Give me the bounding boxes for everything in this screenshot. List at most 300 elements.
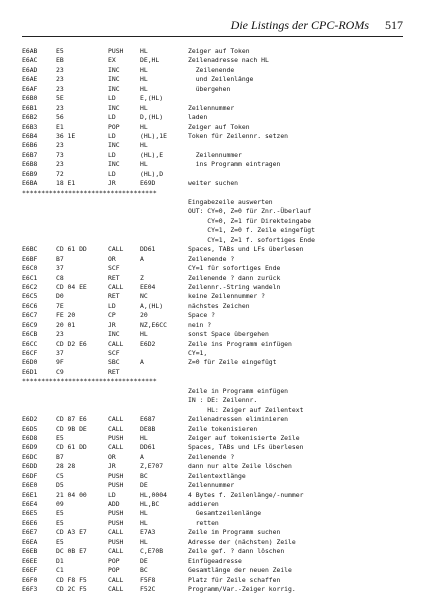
- operand: DE: [140, 481, 148, 490]
- listing-row: [22, 538, 405, 547]
- separator-text: ***********************************: [22, 188, 157, 197]
- address: E6C7: [22, 311, 38, 320]
- listing-row: [22, 132, 405, 141]
- opcode-bytes: CD D2 E6: [56, 339, 87, 348]
- operand: 20: [140, 311, 148, 320]
- listing-row: [22, 443, 405, 452]
- address: E6BC: [22, 245, 38, 254]
- listing-row: [22, 113, 405, 122]
- listing-row: [22, 415, 405, 424]
- mnemonic: INC: [108, 75, 120, 84]
- comment: retten: [188, 518, 219, 527]
- listing-row: [22, 264, 405, 273]
- listing-row: [22, 491, 405, 500]
- listing-row: [22, 358, 405, 367]
- address: E6AD: [22, 65, 38, 74]
- address: E6D1: [22, 367, 38, 376]
- opcode-bytes: 23: [56, 84, 64, 93]
- comment: Zeilennr.-String wandeln: [188, 282, 281, 291]
- listing-row: [22, 274, 405, 283]
- address: E6E0: [22, 481, 38, 490]
- address: E6C5: [22, 292, 38, 301]
- comment: keine Zeilennummer ?: [188, 292, 265, 301]
- operand: C,E70B: [140, 547, 164, 556]
- operand: HL: [140, 330, 148, 339]
- opcode-bytes: C8: [56, 273, 64, 282]
- opcode-bytes: CD 87 E6: [56, 415, 87, 424]
- address: E6D9: [22, 443, 38, 452]
- address: E6B7: [22, 150, 38, 159]
- operand: NC: [140, 292, 148, 301]
- comment: Eingabezeile auswerten: [188, 198, 273, 206]
- listing-row: [22, 434, 405, 443]
- opcode-bytes: 73: [56, 150, 64, 159]
- listing-row: [22, 585, 405, 594]
- operand: F52C: [140, 584, 156, 593]
- mnemonic: POP: [108, 122, 120, 131]
- address: E6DC: [22, 452, 38, 461]
- address: E6E5: [22, 509, 38, 518]
- opcode-bytes: CD 2C F5: [56, 584, 87, 593]
- comment: Zeile im Programm suchen: [188, 528, 281, 537]
- mnemonic: CALL: [108, 424, 124, 433]
- listing-row: [22, 425, 405, 434]
- listing-row: [22, 349, 405, 358]
- listing-row: [22, 481, 405, 490]
- operand: E6D2: [140, 339, 156, 348]
- comment: Zeile tokenisieren: [188, 424, 258, 433]
- operand: (HL),1E: [140, 131, 167, 140]
- assembly-listing: [22, 47, 405, 594]
- opcode-bytes: E5: [56, 47, 64, 55]
- listing-row: [22, 528, 405, 537]
- comment: nein ?: [188, 320, 212, 329]
- listing-row: [22, 566, 405, 575]
- opcode-bytes: 23: [56, 65, 64, 74]
- operand: E,(HL): [140, 94, 164, 103]
- listing-row: [22, 94, 405, 103]
- opcode-bytes: 23: [56, 141, 64, 150]
- listing-row: [22, 207, 405, 216]
- mnemonic: LD: [108, 169, 116, 178]
- listing-row: [22, 245, 405, 254]
- operand: A: [140, 254, 144, 263]
- listing-row: [22, 340, 405, 349]
- mnemonic: SCF: [108, 349, 120, 357]
- address: E6B1: [22, 103, 38, 112]
- address: E6B8: [22, 160, 38, 169]
- listing-row: [22, 226, 405, 235]
- operand: HL: [140, 122, 148, 131]
- address: E6AC: [22, 56, 38, 65]
- mnemonic: SBC: [108, 358, 120, 367]
- mnemonic: CALL: [108, 575, 124, 584]
- opcode-bytes: 36 1E: [56, 131, 76, 140]
- comment: Zeiger auf tokenisierte Zeile: [188, 433, 300, 442]
- separator-text: ***********************************: [22, 377, 157, 386]
- mnemonic: LD: [108, 131, 116, 140]
- operand: HL: [140, 141, 148, 150]
- address: E6B6: [22, 141, 38, 150]
- page-number: 517: [385, 18, 403, 32]
- opcode-bytes: 09: [56, 500, 64, 508]
- listing-row: [22, 406, 405, 415]
- listing-row: [22, 85, 405, 94]
- listing-row: [22, 56, 405, 65]
- mnemonic: OR: [108, 452, 116, 461]
- opcode-bytes: 56: [56, 113, 64, 122]
- opcode-bytes: 72: [56, 169, 64, 178]
- address: E6DD: [22, 462, 38, 471]
- listing-row: [22, 236, 405, 245]
- listing-row: [22, 321, 405, 330]
- address: E6EF: [22, 566, 38, 575]
- address: E6D0: [22, 358, 38, 367]
- listing-row: [22, 576, 405, 585]
- operand: E687: [140, 415, 156, 424]
- mnemonic: POP: [108, 566, 120, 575]
- address: E6AE: [22, 75, 38, 84]
- comment: weiter suchen: [188, 179, 239, 188]
- mnemonic: JR: [108, 320, 116, 329]
- mnemonic: PUSH: [108, 471, 124, 480]
- mnemonic: SCF: [108, 264, 120, 273]
- mnemonic: CALL: [108, 282, 124, 291]
- mnemonic: PUSH: [108, 481, 124, 490]
- comment: OUT: CY=0, Z=0 für Znr.-Überlauf: [188, 207, 312, 216]
- comment: CY=1,: [188, 349, 208, 357]
- comment: CY=1, Z=1 f. sofortiges Ende: [188, 235, 315, 244]
- opcode-bytes: CD F8 F5: [56, 575, 87, 584]
- address: E6CB: [22, 330, 38, 339]
- mnemonic: LD: [108, 94, 116, 103]
- mnemonic: CALL: [108, 339, 124, 348]
- opcode-bytes: CD 04 EE: [56, 282, 87, 291]
- operand: F5F8: [140, 575, 156, 584]
- comment: Zeile gef. ? dann löschen: [188, 547, 285, 556]
- mnemonic: POP: [108, 556, 120, 565]
- mnemonic: JR: [108, 462, 116, 471]
- separator-line: [22, 189, 405, 198]
- comment: Zeilenadresse nach HL: [188, 56, 269, 65]
- comment: 4 Bytes f. Zeilenlänge/-nummer: [188, 490, 304, 499]
- mnemonic: INC: [108, 65, 120, 74]
- listing-row: [22, 547, 405, 556]
- address: E6C2: [22, 282, 38, 291]
- listing-row: [22, 396, 405, 405]
- opcode-bytes: E5: [56, 518, 64, 527]
- comment: ins Programm eintragen: [188, 160, 281, 169]
- mnemonic: EX: [108, 56, 116, 65]
- listing-row: [22, 160, 405, 169]
- address: E6CC: [22, 339, 38, 348]
- address: E6C1: [22, 273, 38, 282]
- address: E6B4: [22, 131, 38, 140]
- operand: HL: [140, 84, 148, 93]
- comment: Zeilenende: [188, 65, 235, 74]
- mnemonic: CALL: [108, 547, 124, 556]
- opcode-bytes: EB: [56, 56, 64, 65]
- comment: Zeilenende ?: [188, 452, 235, 461]
- operand: D,(HL): [140, 113, 164, 122]
- opcode-bytes: 21 04 00: [56, 490, 87, 499]
- operand: Z,E707: [140, 462, 164, 471]
- listing-row: [22, 292, 405, 301]
- operand: EE04: [140, 282, 156, 291]
- listing-row: [22, 472, 405, 481]
- separator-line: [22, 377, 405, 386]
- comment: Spaces, TABs und LFs überlesen: [188, 443, 304, 452]
- comment: Einfügeadresse: [188, 556, 242, 565]
- comment: übergehen: [188, 84, 231, 93]
- opcode-bytes: 23: [56, 330, 64, 339]
- comment: laden: [188, 113, 208, 122]
- opcode-bytes: 7E: [56, 301, 64, 310]
- operand: (HL),E: [140, 150, 164, 159]
- operand: (HL),D: [140, 169, 164, 178]
- operand: HL,BC: [140, 500, 160, 508]
- comment: Platz für Zeile schaffen: [188, 575, 281, 584]
- opcode-bytes: 23: [56, 75, 64, 84]
- comment: Programm/Var.-Zeiger korrig.: [188, 584, 296, 593]
- comment: Zeile in Programm einfügen: [188, 386, 289, 395]
- operand: HL: [140, 509, 148, 518]
- operand: HL: [140, 47, 148, 55]
- mnemonic: ADD: [108, 500, 120, 508]
- mnemonic: JR: [108, 179, 116, 188]
- opcode-bytes: E5: [56, 537, 64, 546]
- opcode-bytes: 23: [56, 103, 64, 112]
- address: E6EE: [22, 556, 38, 565]
- opcode-bytes: CD A3 E7: [56, 528, 87, 537]
- operand: Z: [140, 273, 144, 282]
- mnemonic: LD: [108, 150, 116, 159]
- listing-row: [22, 283, 405, 292]
- opcode-bytes: 28 28: [56, 462, 76, 471]
- listing-row: [22, 141, 405, 150]
- opcode-bytes: CD 9B DE: [56, 424, 87, 433]
- opcode-bytes: D0: [56, 292, 64, 301]
- operand: HL,0004: [140, 490, 167, 499]
- operand: HL: [140, 518, 148, 527]
- address: E6C6: [22, 301, 38, 310]
- mnemonic: CALL: [108, 245, 124, 254]
- comment: HL: Zeiger auf Zeilentext: [188, 405, 304, 414]
- address: E6F3: [22, 584, 38, 593]
- opcode-bytes: 20 01: [56, 320, 76, 329]
- mnemonic: LD: [108, 301, 116, 310]
- opcode-bytes: 18 E1: [56, 179, 76, 188]
- comment: Adresse der (nächsten) Zeile: [188, 537, 296, 546]
- address: E6CF: [22, 349, 38, 357]
- address: E6E6: [22, 518, 38, 527]
- comment: Zeilennummer: [188, 150, 242, 159]
- operand: BC: [140, 566, 148, 575]
- listing-row: [22, 311, 405, 320]
- mnemonic: INC: [108, 141, 120, 150]
- operand: DE: [140, 556, 148, 565]
- comment: Zeilenende ?: [188, 254, 235, 263]
- address: E6E7: [22, 528, 38, 537]
- comment: CY=1 für sofortiges Ende: [188, 264, 281, 273]
- comment: nächstes Zeichen: [188, 301, 250, 310]
- mnemonic: PUSH: [108, 537, 124, 546]
- comment: Zeiger auf Token: [188, 47, 250, 55]
- address: E6EA: [22, 537, 38, 546]
- listing-row: [22, 104, 405, 113]
- mnemonic: PUSH: [108, 518, 124, 527]
- mnemonic: INC: [108, 84, 120, 93]
- mnemonic: PUSH: [108, 47, 124, 55]
- address: E6E1: [22, 490, 38, 499]
- operand: DE8B: [140, 424, 156, 433]
- address: E6D5: [22, 424, 38, 433]
- listing-row: [22, 179, 405, 188]
- comment: Gesamtzeilenlänge: [188, 509, 262, 518]
- comment: Zeilenadressen eliminieren: [188, 415, 289, 424]
- address: E6BF: [22, 254, 38, 263]
- operand: NZ,E6CC: [140, 320, 167, 329]
- operand: HL: [140, 65, 148, 74]
- address: E6B2: [22, 113, 38, 122]
- operand: BC: [140, 471, 148, 480]
- address: E6C0: [22, 264, 38, 273]
- address: E6AF: [22, 84, 38, 93]
- listing-row: [22, 217, 405, 226]
- operand: HL: [140, 537, 148, 546]
- listing-row: [22, 453, 405, 462]
- mnemonic: INC: [108, 103, 120, 112]
- opcode-bytes: E5: [56, 509, 64, 518]
- listing-row: [22, 462, 405, 471]
- comment: Zeilennummer: [188, 481, 235, 490]
- comment: Zeilennummer: [188, 103, 235, 112]
- address: E6F0: [22, 575, 38, 584]
- comment: Zeilenende ? dann zurück: [188, 273, 281, 282]
- opcode-bytes: 9F: [56, 358, 64, 367]
- opcode-bytes: C5: [56, 471, 64, 480]
- listing-row: [22, 123, 405, 132]
- operand: HL: [140, 160, 148, 169]
- opcode-bytes: E1: [56, 122, 64, 131]
- opcode-bytes: 5E: [56, 94, 64, 103]
- listing-row: [22, 368, 405, 377]
- mnemonic: CALL: [108, 584, 124, 593]
- listing-row: [22, 519, 405, 528]
- address: E6AB: [22, 47, 38, 55]
- operand: DE,HL: [140, 56, 160, 65]
- opcode-bytes: C1: [56, 566, 64, 575]
- opcode-bytes: FE 20: [56, 311, 76, 320]
- address: E6B3: [22, 122, 38, 131]
- mnemonic: CALL: [108, 443, 124, 452]
- listing-row: [22, 509, 405, 518]
- comment: sonst Space übergehen: [188, 330, 269, 339]
- operand: E7A3: [140, 528, 156, 537]
- comment: Zeiger auf Token: [188, 122, 250, 131]
- address: E6BA: [22, 179, 38, 188]
- listing-row: [22, 302, 405, 311]
- mnemonic: CP: [108, 311, 116, 320]
- listing-row: [22, 557, 405, 566]
- comment: addieren: [188, 500, 219, 508]
- address: E6D2: [22, 415, 38, 424]
- opcode-bytes: 23: [56, 160, 64, 169]
- comment: Zeilentextlänge: [188, 471, 246, 480]
- listing-row: [22, 255, 405, 264]
- operand: E69D: [140, 179, 156, 188]
- listing-row: [22, 66, 405, 75]
- opcode-bytes: CD 61 DD: [56, 443, 87, 452]
- comment: Token für Zeilennr. setzen: [188, 131, 289, 140]
- address: E6DF: [22, 471, 38, 480]
- opcode-bytes: 37: [56, 349, 64, 357]
- opcode-bytes: E5: [56, 433, 64, 442]
- operand: DD61: [140, 245, 156, 254]
- comment: dann nur alte Zeile löschen: [188, 462, 292, 471]
- opcode-bytes: B7: [56, 254, 64, 263]
- comment: CY=0, Z=1 für Direkteingabe: [188, 216, 312, 225]
- mnemonic: LD: [108, 490, 116, 499]
- operand: A,(HL): [140, 301, 164, 310]
- comment: Gesamtlänge der neuen Zeile: [188, 566, 292, 575]
- opcode-bytes: C9: [56, 367, 64, 376]
- comment: und Zeilenlänge: [188, 75, 254, 84]
- mnemonic: OR: [108, 254, 116, 263]
- mnemonic: CALL: [108, 415, 124, 424]
- operand: HL: [140, 75, 148, 84]
- listing-row: [22, 170, 405, 179]
- opcode-bytes: D5: [56, 481, 64, 490]
- address: E6EB: [22, 547, 38, 556]
- comment: Spaces, TABs und LFs überlesen: [188, 245, 304, 254]
- mnemonic: RET: [108, 367, 120, 376]
- comment: IN : DE: Zeilennr.: [188, 396, 258, 405]
- comment: Zeile ins Programm einfügen: [188, 339, 292, 348]
- operand: DD61: [140, 443, 156, 452]
- header-divider: [22, 36, 403, 37]
- comment: Z=0 für Zeile eingefügt: [188, 358, 277, 367]
- operand: HL: [140, 103, 148, 112]
- address: E6B0: [22, 94, 38, 103]
- listing-row: [22, 387, 405, 396]
- mnemonic: INC: [108, 160, 120, 169]
- mnemonic: RET: [108, 292, 120, 301]
- comment: CY=1, Z=0 f. Zeile eingefügt: [188, 226, 315, 235]
- listing-row: [22, 75, 405, 84]
- opcode-bytes: B7: [56, 452, 64, 461]
- mnemonic: LD: [108, 113, 116, 122]
- opcode-bytes: 37: [56, 264, 64, 273]
- operand: A: [140, 452, 144, 461]
- address: E6C9: [22, 320, 38, 329]
- comment: Space ?: [188, 311, 215, 320]
- listing-row: [22, 151, 405, 160]
- mnemonic: PUSH: [108, 509, 124, 518]
- mnemonic: PUSH: [108, 433, 124, 442]
- mnemonic: CALL: [108, 528, 124, 537]
- listing-row: [22, 330, 405, 339]
- opcode-bytes: D1: [56, 556, 64, 565]
- address: E6E4: [22, 500, 38, 508]
- opcode-bytes: CD 61 DD: [56, 245, 87, 254]
- mnemonic: INC: [108, 330, 120, 339]
- operand: HL: [140, 433, 148, 442]
- address: E6B9: [22, 169, 38, 178]
- address: E6D8: [22, 433, 38, 442]
- running-header-title: Die Listings der CPC-ROMs: [230, 18, 369, 32]
- mnemonic: RET: [108, 273, 120, 282]
